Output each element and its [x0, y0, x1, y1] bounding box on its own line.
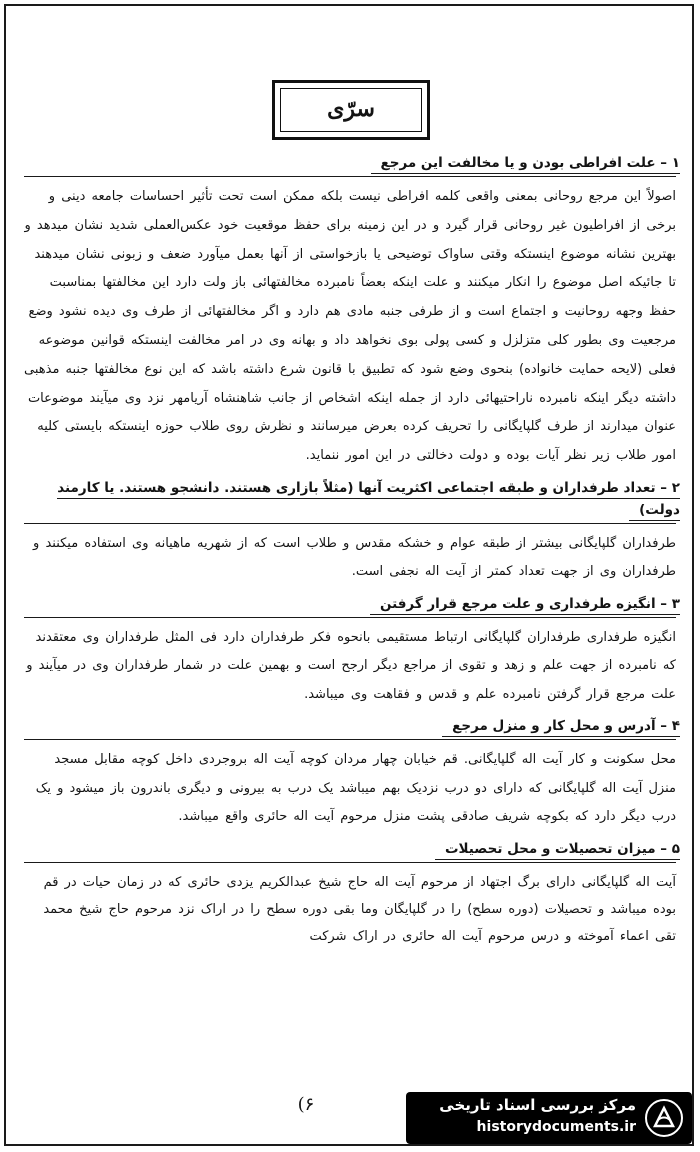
- section-1: [18, 152, 682, 471]
- page-number: (۶: [297, 1094, 315, 1115]
- section-divider: [24, 862, 676, 863]
- section-heading: [18, 593, 682, 615]
- section-divider: [24, 523, 676, 524]
- document-body: [18, 152, 682, 1112]
- section-5: [18, 838, 682, 950]
- section-heading-text: ۱ – علت افراطی بودن و یا مخالفت این مرجع: [371, 155, 681, 174]
- section-paragraph: انگیزه طرفداری طرفداران گلپایگانی ارتباط مستقیمی بانحوه فکر طرفداران دارد فی المثل طرفداران وی معتقدند که نامبرده از جهت علم و زهد و تقوی از مراجع دیگر ارجح است و بهمین علت در شمار طرفداران وی در میآیند و علت مرجع قرار گرفتن نامبرده علم و قدس و فقاهت وی میباشد.: [26, 629, 676, 702]
- section-heading-text: ۲ – تعداد طرفداران و طبقه اجتماعی اکثریت آنها (مثلاً بازاری هستند. دانشجو هستند. یا کارمند دولت): [57, 480, 680, 521]
- section-heading: [18, 715, 682, 737]
- archive-watermark: [406, 1092, 692, 1144]
- section-paragraph: محل سکونت و کار آیت اله گلپایگانی. قم خیابان چهار مردان کوچه آیت اله بروجردی داخل کوچه مقابل مسجد منزل آیت اله گلپایگانی که دارای دو درب نزدیک بهم میباشد یک درب به بیرونی و دیگری باندرون باز میشود و یک درب دیگر دارد که بکوچه شریف صادقی پشت منزل مرحوم آیت اله حائری واقع میباشد.: [35, 752, 676, 825]
- section-paragraph: طرفداران گلپایگانی بیشتر از طبقه عوام و خشکه مقدس و طلاب است که از شهریه ماهیانه وی استفاده میکنند و طرفداران وی از جهت تعداد کمتر از آیت اله نجفی است.: [33, 535, 676, 580]
- section-heading: [18, 838, 682, 860]
- section-paragraph: اصولاً این مرجع روحانی بمعنی واقعی کلمه افراطی نیست بلکه ممکن است تحت تأثیر احساسات جامعه دینی و برخی از افراطیون غیر روحانی قرار گیرد و در این زمینه برای حفظ موقعیت خود عکس‌العملی شدید نشان میدهد و بهترین نشانه موضوع اینستکه وقتی ساواک توضیحی یا بازخواستی از آنها بعمل میآورد ضعف و زبونی نشان میدهند تا جائیکه اصل موضوع را انکار میکنند و علت اینکه بعضاً نامبرده مخالفتهائی باز ولت دارد این مخالفتها بمناسبت حفظ وجهه روحانیت و اجتماع است و از طرفی جنبه مادی هم دارد و اگر مخالفتهائی از طرف وی دیده نشود وضع مرجعیت وی بطور کلی متزلزل و کسی پولی بوی نخواهد داد و بهانه وی در امر مخالفت اینستکه قوانین موضوعه فعلی (لایحه حمایت خانواده) بنحوی وضع شود که تطبیق با قانون شرع داشته باشد که این نوع مخالفتها جنبه مذهبی داشته دیگر اینکه نامبرده ناراحتیهائی دارد از جمله اینکه اشخاص از جانب شاهنشاه آریامهر نزد وی میآیند موضوعات عنوان میدارند از طرف گلپایگانی را تحریف کرده بعرض میرسانند و نظرش روی طلاب حوزه اینستکه بایستی کلیه امور طلاب زیر نظر آیات بوده و دولت دخالتی در این امور ننماید.: [24, 189, 676, 464]
- classification-text: سرّی: [327, 96, 375, 122]
- section-4: [18, 715, 682, 832]
- section-divider: [24, 617, 676, 618]
- section-paragraph: آیت اله گلپایگانی دارای برگ اجتهاد از مرحوم آیت اله حاج شیخ عبدالکریم یزدی حائری که در زمان حیات در قم بوده میباشد و تحصیلات (دوره سطح) را در گلپایگان وما بقی دوره سطح را در اراک نزد مرحوم حاج شیخ محمد تقی اعماء آموخته و درس مرحوم آیت اله حائری در اراک شرکت: [43, 874, 676, 944]
- section-divider: [24, 739, 676, 740]
- section-heading-text: ۴ – آدرس و محل کار و منزل مرجع: [442, 718, 680, 737]
- classification-stamp: [272, 80, 430, 140]
- section-heading-text: ۵ – میزان تحصیلات و محل تحصیلات: [435, 841, 680, 860]
- archive-logo-icon: [644, 1098, 684, 1138]
- section-heading-text: ۳ – انگیزه طرفداری و علت مرجع قرار گرفتن: [370, 596, 680, 615]
- section-2: [18, 477, 682, 587]
- section-3: [18, 593, 682, 710]
- section-divider: [24, 176, 676, 177]
- archive-url[interactable]: historydocuments.ir: [476, 1119, 636, 1135]
- section-heading: [18, 477, 682, 521]
- archive-name: مرکز بررسی اسناد تاریخی: [439, 1096, 636, 1114]
- section-heading: [18, 152, 682, 174]
